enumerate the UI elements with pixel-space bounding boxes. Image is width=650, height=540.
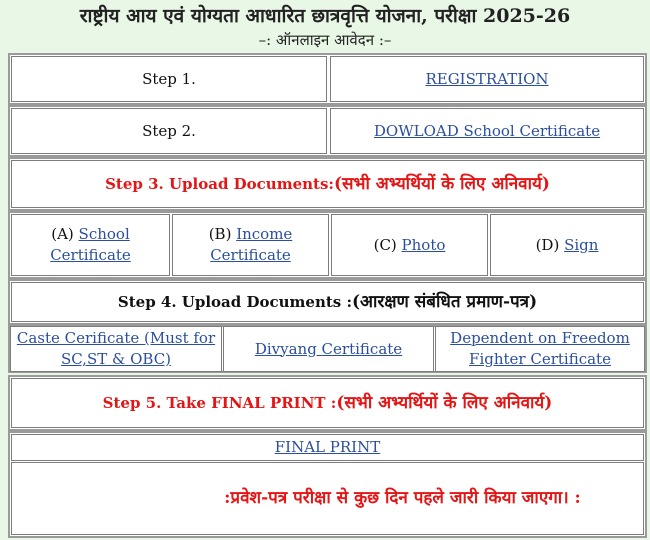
- step3-item-a: [11, 214, 170, 276]
- sign-upload-link[interactable]: Sign: [564, 235, 599, 254]
- income-certificate-upload-link[interactable]: Income Certificate: [210, 225, 293, 264]
- step3-item-c: [331, 214, 488, 276]
- step3-item-c-text: [374, 235, 446, 256]
- step4-item-caste: [10, 326, 222, 372]
- step1-link-cell: [330, 56, 644, 102]
- item-b-prefix: (B): [208, 225, 237, 243]
- page-subtitle: –: ऑनलाइन आवेदन :–: [258, 31, 392, 49]
- item-c-prefix: (C): [373, 235, 402, 254]
- step5-title: [103, 393, 553, 414]
- item-d-prefix: (D): [535, 235, 565, 254]
- step2-label: Step 2.: [142, 121, 196, 140]
- admit-card-notice-cell: [11, 462, 644, 535]
- final-print-cell: [11, 434, 644, 461]
- step3-item-b-text: [173, 224, 328, 266]
- step1-label: Step 1.: [142, 69, 196, 88]
- final-print-link[interactable]: FINAL PRINT: [274, 438, 381, 456]
- step4-title: [118, 292, 537, 313]
- photo-upload-link[interactable]: Photo: [401, 235, 446, 254]
- caste-certificate-link[interactable]: Caste Cerificate (Must for SC,ST & OBC): [16, 329, 216, 368]
- step5-header-cell: [11, 378, 644, 428]
- step3-item-d: [490, 214, 644, 276]
- step3-item-b: [172, 214, 329, 276]
- step4-header-cell: [11, 282, 644, 322]
- item-a-prefix: (A): [51, 225, 79, 243]
- step4-item-divyang: [223, 326, 434, 372]
- step3-title-en: Step 3. Upload Documents:: [105, 174, 334, 193]
- page-title: राष्ट्रीय आय एवं योग्यता आधारित छात्रवृत्ति योजना, परीक्षा 2025-26: [79, 5, 571, 27]
- step3-header-cell: [11, 160, 644, 208]
- step3-item-d-text: [536, 235, 599, 256]
- step2-link-cell: [330, 108, 644, 154]
- step3-title: [105, 174, 550, 195]
- step5-title-hi: (सभी अभ्यर्थियों के लिए अनिवार्य): [336, 392, 553, 413]
- registration-link[interactable]: REGISTRATION: [425, 69, 549, 88]
- step5-title-en: Step 5. Take FINAL PRINT :: [102, 393, 337, 412]
- school-certificate-upload-link[interactable]: School Certificate: [50, 225, 131, 264]
- step4-title-en: Step 4. Upload Documents :: [117, 292, 352, 311]
- freedom-fighter-certificate-link[interactable]: Dependent on Freedom Fighter Certificate: [450, 329, 630, 368]
- download-school-certificate-link[interactable]: DOWLOAD School Certificate: [373, 121, 601, 140]
- step4-title-hi: (आरक्षण संबंधित प्रमाण-पत्र): [352, 291, 538, 312]
- admit-card-notice: :प्रवेश-पत्र परीक्षा से कुछ दिन पहले जारी किया जाएगा। :: [224, 488, 581, 508]
- step4-item-freedom-fighter: [435, 326, 645, 372]
- step3-title-hi: (सभी अभ्यर्थियों के लिए अनिवार्य): [333, 173, 550, 194]
- divyang-certificate-link[interactable]: Divyang Certificate: [254, 339, 403, 358]
- step1-label-cell: [11, 56, 327, 102]
- step3-item-a-text: [12, 224, 169, 266]
- step2-label-cell: [11, 108, 327, 154]
